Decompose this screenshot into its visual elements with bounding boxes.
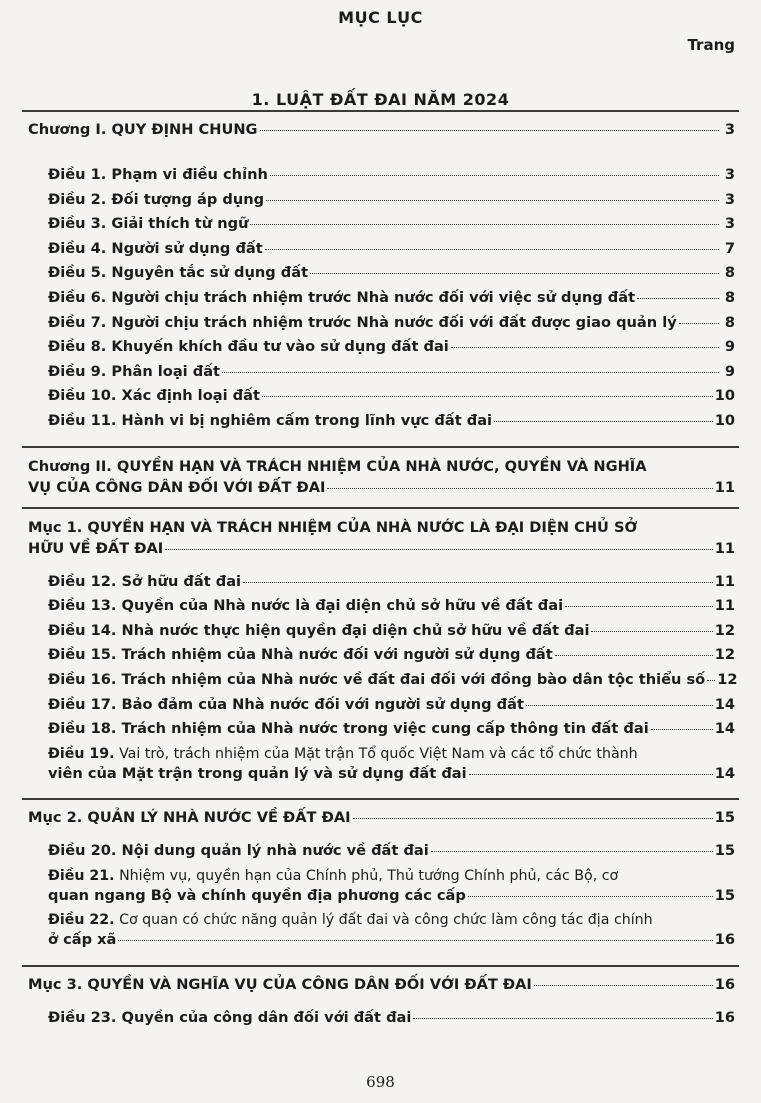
section-heading <box>0 800 761 827</box>
article-item <box>0 337 761 356</box>
article-item <box>0 910 761 949</box>
entry-title <box>48 886 466 905</box>
dot-leader <box>327 488 712 489</box>
article-number: Điều 14. <box>48 621 117 639</box>
article-list <box>0 827 761 965</box>
dot-leader <box>250 224 719 225</box>
toc-line <box>48 190 735 209</box>
page-ref: 12 <box>717 670 738 688</box>
article-item <box>0 866 761 905</box>
article-item <box>0 719 761 738</box>
article-item <box>0 313 761 332</box>
chapter-block <box>0 446 761 507</box>
article-title: Bảo đảm của Nhà nước đối với người sử dụng đất <box>121 695 524 713</box>
article-item <box>0 670 761 689</box>
page-ref: 3 <box>724 166 735 183</box>
article-item <box>0 411 761 430</box>
article-item <box>0 190 761 209</box>
page-ref: 11 <box>714 539 735 557</box>
spacer <box>0 497 761 507</box>
page-ref: 11 <box>714 572 735 590</box>
article-item <box>0 572 761 591</box>
page-ref: 8 <box>724 288 735 306</box>
article-item <box>0 362 761 381</box>
heading-text: Chương I. QUY ĐỊNH CHUNG <box>28 121 258 138</box>
article-title: Quyền của Nhà nước là đại diện chủ sở hữu về đất đai <box>121 597 564 615</box>
toc-line <box>28 478 735 497</box>
article-title: Trách nhiệm của Nhà nước về đất đai đối với đồng bào dân tộc thiểu số <box>121 670 706 688</box>
article-item <box>0 214 761 233</box>
article-title: Người chịu trách nhiệm trước Nhà nước đối với đất được giao quản lý <box>111 313 677 331</box>
page-ref: 7 <box>724 239 735 257</box>
entry-title <box>48 263 308 282</box>
article-title: Sở hữu đất đai <box>121 572 242 590</box>
page-ref: 15 <box>714 809 735 827</box>
page-ref: 14 <box>714 695 735 713</box>
article-item <box>0 165 761 184</box>
toc-line <box>48 165 735 184</box>
toc-line <box>28 975 735 994</box>
toc-line <box>28 120 735 139</box>
entry-title <box>48 719 649 738</box>
entry-title <box>48 214 248 233</box>
article-number: Điều 17. <box>48 695 117 713</box>
dot-leader <box>591 631 712 632</box>
dot-leader <box>555 655 713 656</box>
entry-title <box>48 411 492 430</box>
dot-leader <box>222 372 719 373</box>
dot-leader <box>413 1018 712 1019</box>
article-title: Người sử dụng đất <box>111 239 263 257</box>
article-item <box>0 645 761 664</box>
entry-title <box>48 572 241 591</box>
toc-line <box>48 362 735 381</box>
page-ref: 15 <box>714 842 735 860</box>
article-number: Điều 23. <box>48 1009 117 1027</box>
article-item <box>0 596 761 615</box>
dot-leader <box>565 606 713 607</box>
article-number: Điều 22. <box>48 912 115 929</box>
article-line <box>48 744 735 764</box>
toc-line <box>48 572 735 591</box>
section-heading <box>0 509 761 558</box>
article-item <box>0 386 761 405</box>
article-number: Điều 19. <box>48 745 115 762</box>
entry-title <box>48 596 563 615</box>
dot-leader <box>534 985 713 986</box>
page-column-header: Trang <box>687 36 735 54</box>
page-ref: 9 <box>724 338 735 356</box>
toc-line <box>28 539 735 558</box>
section-block <box>0 965 761 1043</box>
chapter-block <box>0 110 761 446</box>
entry-title <box>48 695 524 714</box>
entry-title <box>28 808 351 827</box>
toc-line <box>48 670 738 689</box>
page-ref: 12 <box>714 621 735 639</box>
article-number: Điều 7. <box>48 313 107 331</box>
toc-line <box>48 313 735 332</box>
page-ref: 14 <box>714 764 735 782</box>
page-number: 698 <box>366 1073 395 1091</box>
toc-line <box>48 886 735 905</box>
page-title: MỤC LỤC <box>338 8 423 27</box>
page-ref: 8 <box>724 313 735 331</box>
toc-line <box>48 214 735 233</box>
article-number: Điều 15. <box>48 646 117 664</box>
chapter-heading <box>0 448 761 497</box>
dot-leader <box>310 273 719 274</box>
article-item <box>0 695 761 714</box>
article-item <box>0 621 761 640</box>
section-heading <box>0 967 761 994</box>
entry-title <box>48 930 116 949</box>
article-number: Điều 20. <box>48 842 117 860</box>
article-number: Điều 8. <box>48 338 107 356</box>
entry-title <box>28 539 163 558</box>
page-ref: 14 <box>714 720 735 738</box>
entry-title <box>48 337 449 356</box>
dot-leader <box>270 175 719 176</box>
toc-line <box>48 841 735 860</box>
article-list <box>0 558 761 799</box>
article-item <box>0 239 761 258</box>
page-ref: 16 <box>714 1009 735 1027</box>
entry-title <box>48 313 677 332</box>
article-item <box>0 1008 761 1027</box>
page-ref: 9 <box>724 362 735 380</box>
article-number: Điều 1. <box>48 166 107 183</box>
dot-leader <box>431 851 713 852</box>
article-title: Phân loại đất <box>111 362 221 380</box>
article-item <box>0 288 761 307</box>
law-title: 1. LUẬT ĐẤT ĐAI NĂM 2024 <box>251 90 510 109</box>
article-item <box>0 744 761 783</box>
entry-title <box>48 165 268 184</box>
dot-leader <box>468 896 713 897</box>
dot-leader <box>637 298 719 299</box>
page-ref: 15 <box>714 886 735 904</box>
page-ref: 3 <box>724 215 735 233</box>
article-number: Điều 6. <box>48 288 107 306</box>
dot-leader <box>118 940 712 941</box>
article-title: Cơ quan có chức năng quản lý đất đai và công chức làm công tác địa chính <box>119 912 653 929</box>
entry-title <box>48 288 635 307</box>
article-number: Điều 2. <box>48 190 107 208</box>
toc-line <box>48 764 735 783</box>
page-ref: 12 <box>714 646 735 664</box>
dot-leader <box>494 421 713 422</box>
page-ref: 11 <box>714 597 735 615</box>
article-title: Quyền của công dân đối với đất đai <box>121 1009 412 1027</box>
toc-line <box>48 263 735 282</box>
article-title: Nguyên tắc sử dụng đất <box>111 264 309 282</box>
dot-leader <box>243 582 713 583</box>
dot-leader <box>469 774 713 775</box>
entry-title <box>28 478 325 497</box>
article-title: Xác định loại đất <box>121 387 260 405</box>
toc-line <box>48 645 735 664</box>
article-item <box>0 263 761 282</box>
dot-leader <box>526 705 713 706</box>
page-ref: 10 <box>714 387 735 405</box>
article-title: Trách nhiệm của Nhà nước đối với người sử dụng đất <box>121 646 553 664</box>
article-title: Người chịu trách nhiệm trước Nhà nước đối với việc sử dụng đất <box>111 288 636 306</box>
article-number: Điều 18. <box>48 720 117 738</box>
heading-line: Mục 1. QUYỀN HẠN VÀ TRÁCH NHIỆM CỦA NHÀ NƯỚC LÀ ĐẠI DIỆN CHỦ SỞ <box>28 518 638 536</box>
dot-leader <box>265 249 719 250</box>
article-title-cont: ở cấp xã <box>48 931 117 949</box>
article-list <box>0 139 761 446</box>
article-title-cont: quan ngang Bộ và chính quyền địa phương các cấp <box>48 886 466 904</box>
dot-leader <box>260 130 719 131</box>
chapter-heading <box>0 112 761 139</box>
article-line <box>48 910 735 930</box>
toc-line <box>48 337 735 356</box>
toc-line <box>48 621 735 640</box>
entry-title <box>48 670 705 689</box>
article-title: Giải thích từ ngữ <box>111 215 249 233</box>
article-number: Điều 5. <box>48 264 107 282</box>
article-title: Khuyến khích đầu tư vào sử dụng đất đai <box>111 338 449 356</box>
section-block <box>0 798 761 965</box>
article-title: Nội dung quản lý nhà nước về đất đai <box>121 842 429 860</box>
article-number: Điều 16. <box>48 670 117 688</box>
toc-line <box>48 596 735 615</box>
entry-title <box>28 975 532 994</box>
dot-leader <box>451 347 719 348</box>
dot-leader <box>266 200 719 201</box>
toc-line <box>48 1008 735 1027</box>
page-ref: 3 <box>724 121 735 138</box>
entry-title <box>48 645 553 664</box>
article-number: Điều 12. <box>48 572 117 590</box>
entry-title <box>28 120 258 139</box>
entry-title <box>48 362 220 381</box>
entry-title <box>48 386 260 405</box>
entry-title <box>48 621 589 640</box>
article-title: Đối tượng áp dụng <box>111 190 265 208</box>
article-title: Nhà nước thực hiện quyền đại diện chủ sở hữu về đất đai <box>121 621 590 639</box>
heading-text: Mục 2. QUẢN LÝ NHÀ NƯỚC VỀ ĐẤT ĐAI <box>28 809 351 827</box>
page-ref: 8 <box>724 264 735 282</box>
page-ref: 3 <box>724 190 735 208</box>
entry-title <box>48 190 264 209</box>
article-number: Điều 11. <box>48 411 117 429</box>
page-ref: 10 <box>714 411 735 429</box>
article-title: Nhiệm vụ, quyền hạn của Chính phủ, Thủ tướng Chính phủ, các Bộ, cơ <box>119 867 619 884</box>
heading-text: Mục 3. QUYỀN VÀ NGHĨA VỤ CỦA CÔNG DÂN ĐỐI VỚI ĐẤT ĐAI <box>28 976 532 994</box>
article-number: Điều 4. <box>48 239 107 257</box>
page-ref: 11 <box>714 478 735 496</box>
table-of-contents <box>0 110 761 1043</box>
article-line <box>48 866 735 886</box>
dot-leader <box>165 549 712 550</box>
entry-title <box>48 239 263 258</box>
entry-title <box>48 841 429 860</box>
article-title: Phạm vi điều chỉnh <box>111 166 268 183</box>
entry-title <box>48 1008 411 1027</box>
entry-title <box>48 764 467 783</box>
toc-line <box>48 930 735 949</box>
section-block <box>0 507 761 799</box>
toc-line <box>48 239 735 258</box>
article-number: Điều 10. <box>48 387 117 405</box>
page-ref: 16 <box>714 931 735 949</box>
toc-line <box>28 808 735 827</box>
toc-line <box>48 411 735 430</box>
toc-line <box>48 719 735 738</box>
article-number: Điều 3. <box>48 215 107 233</box>
dot-leader <box>651 729 713 730</box>
dot-leader <box>679 323 719 324</box>
article-number: Điều 21. <box>48 867 115 884</box>
article-number: Điều 13. <box>48 597 117 615</box>
article-number: Điều 9. <box>48 362 107 380</box>
article-list <box>0 994 761 1043</box>
dot-leader <box>353 818 713 819</box>
dot-leader <box>707 680 715 681</box>
article-title: Vai trò, trách nhiệm của Mặt trận Tổ quốc Việt Nam và các tổ chức thành <box>119 745 638 762</box>
article-title: Trách nhiệm của Nhà nước trong việc cung cấp thông tin đất đai <box>121 720 649 738</box>
heading-line: VỤ CỦA CÔNG DÂN ĐỐI VỚI ĐẤT ĐAI <box>28 478 326 496</box>
heading-line: Chương II. QUYỀN HẠN VÀ TRÁCH NHIỆM CỦA NHÀ NƯỚC, QUYỀN VÀ NGHĨA <box>28 457 647 475</box>
page-ref: 16 <box>714 976 735 994</box>
dot-leader <box>262 396 713 397</box>
toc-line <box>48 695 735 714</box>
heading-line: HỮU VỀ ĐẤT ĐAI <box>28 539 164 557</box>
article-title-cont: viên của Mặt trận trong quản lý và sử dụng đất đai <box>48 764 467 782</box>
toc-line <box>48 288 735 307</box>
article-title: Hành vi bị nghiêm cấm trong lĩnh vực đất đai <box>121 411 493 429</box>
toc-line <box>48 386 735 405</box>
article-item <box>0 841 761 860</box>
